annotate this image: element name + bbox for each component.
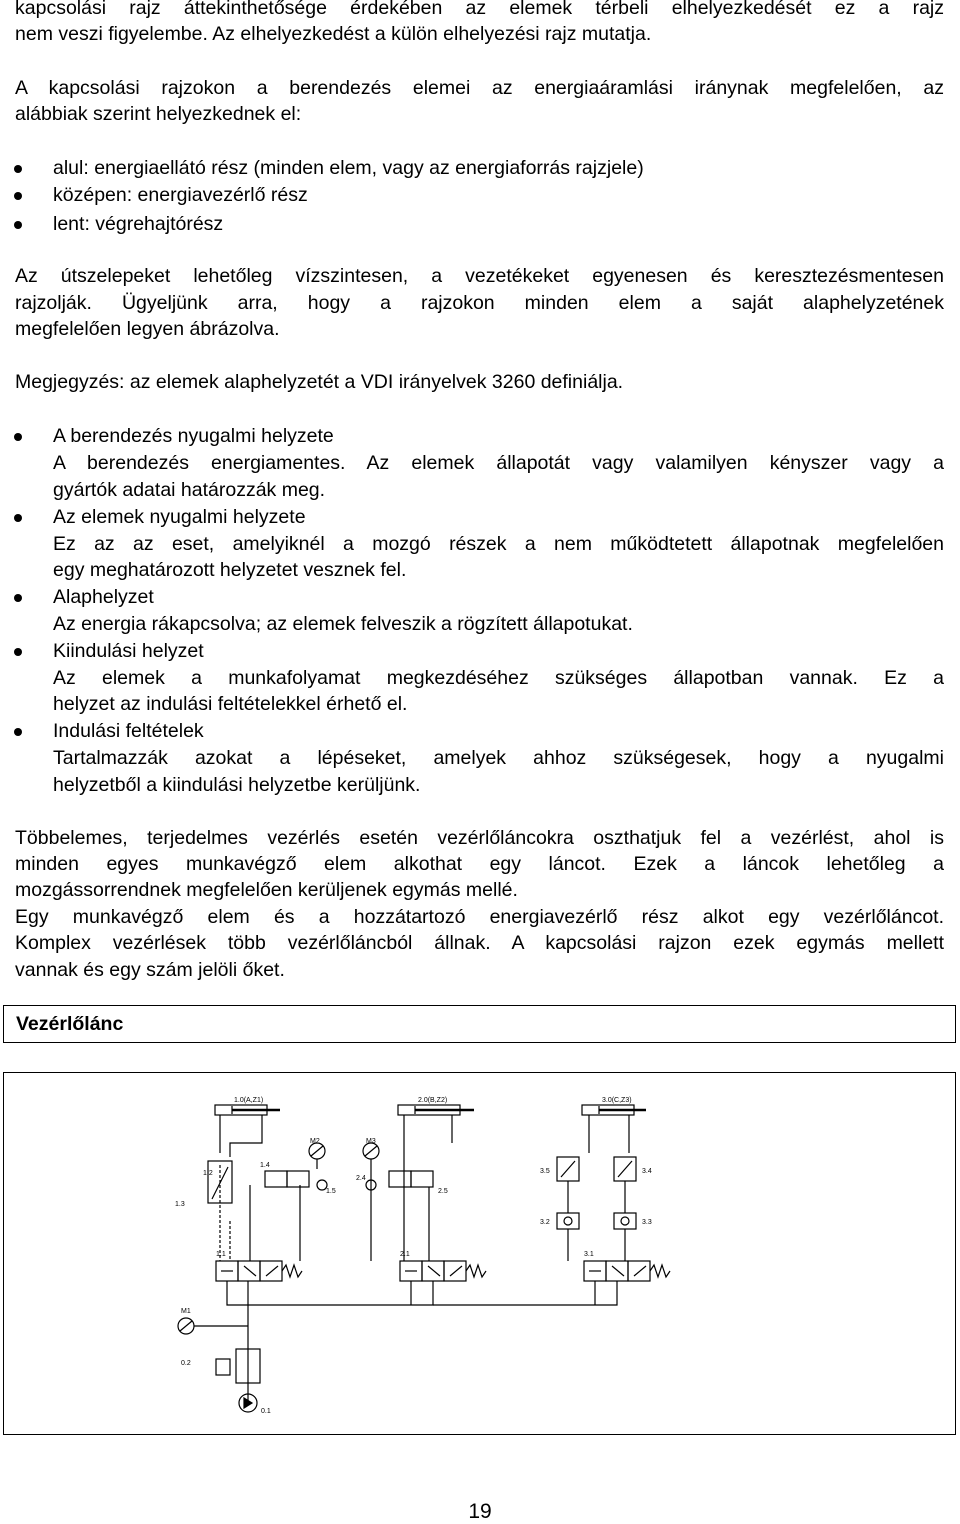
bullet-dot xyxy=(14,594,22,602)
para1-line2: nem veszi figyelembe. Az elhelyezkedést a külön elhelyezési rajz mutatja. xyxy=(15,23,652,45)
label-cylinder-3: 3.0(C,Z3) xyxy=(602,1097,632,1104)
label-2-5: 2.5 xyxy=(438,1188,448,1195)
label-1-5: 1.5 xyxy=(326,1188,336,1195)
label-m3: M3 xyxy=(366,1138,376,1145)
page-number: 19 xyxy=(468,1500,492,1523)
label-3-2: 3.2 xyxy=(540,1219,550,1226)
valve-2-4-b xyxy=(411,1171,433,1187)
bullet-dot xyxy=(14,221,22,229)
definition-text: helyzet az indulási feltételekkel érhető el. xyxy=(53,693,408,715)
section-header-box xyxy=(3,1005,956,1043)
label-3-4: 3.4 xyxy=(642,1168,652,1175)
para3-line2: rajzolják. Ügyeljünk arra, hogy a rajzokon minden elem a saját alaphelyzetének xyxy=(15,292,944,314)
circuit-diagram-frame xyxy=(3,1072,956,1435)
label-3-5: 3.5 xyxy=(540,1168,550,1175)
para4-line4: Egy munkavégző elem és a hozzátartozó energiavezérlő rész alkot egy vezérlőláncot. xyxy=(15,906,944,928)
list-item: középen: energiavezérlő rész xyxy=(53,184,308,206)
circuit-diagram xyxy=(4,1073,955,1434)
para3-line3: megfelelően legyen ábrázolva. xyxy=(15,318,280,340)
para4-line1: Többelemes, terjedelmes vezérlés esetén vezérlőláncokra oszthatjuk fel a vezérlést, ahol is xyxy=(15,827,944,849)
definition-term: Kiindulási helyzet xyxy=(53,640,204,662)
definition-text: Ez az az eset, amelyiknél a mozgó részek a nem működtetett állapotnak megfelelően xyxy=(53,533,944,555)
definition-term: Alaphelyzet xyxy=(53,586,154,608)
para3-line1: Az útszelepeket lehetőleg vízszintesen, a vezetékeket egyenesen és keresztezésmentesen xyxy=(15,265,944,287)
label-2-4: 2.4 xyxy=(356,1175,366,1182)
valve-3-2 xyxy=(557,1213,579,1229)
label-0-2: 0.2 xyxy=(181,1360,191,1367)
note: Megjegyzés: az elemek alaphelyzetét a VDI irányelvek 3260 definiálja. xyxy=(15,371,624,393)
para4-line2: minden egyes munkavégző elem alkothat egy láncot. Ezek a láncok lehetőleg a xyxy=(15,853,944,875)
para4-line3: mozgássorrendnek megfelelően kerüljenek egymás mellé. xyxy=(15,879,518,901)
label-2-1: 2.1 xyxy=(400,1251,410,1258)
label-3-3: 3.3 xyxy=(642,1219,652,1226)
para4-line6: vannak és egy szám jelöli őket. xyxy=(15,959,285,981)
label-1-4: 1.4 xyxy=(260,1162,270,1169)
definition-text: A berendezés energiamentes. Az elemek állapotát vagy valamilyen kényszer vagy a xyxy=(53,452,944,474)
label-cylinder-1: 1.0(A,Z1) xyxy=(234,1097,264,1104)
definition-term: Indulási feltételek xyxy=(53,720,204,742)
bullet-dot xyxy=(14,192,22,200)
list-item: lent: végrehajtórész xyxy=(53,213,224,235)
definition-text: Az elemek a munkafolyamat megkezdéséhez szükséges állapotban vannak. Ez a xyxy=(53,667,944,689)
label-m2: M2 xyxy=(310,1138,320,1145)
definition-term: A berendezés nyugalmi helyzete xyxy=(53,425,334,447)
list-item: alul: energiaellátó rész (minden elem, vagy az energiaforrás rajzjele) xyxy=(53,157,644,179)
valve-2-4-a xyxy=(389,1171,411,1187)
bullet-dot xyxy=(14,728,22,736)
label-1-3: 1.3 xyxy=(175,1201,185,1208)
definition-text: Az energia rákapcsolva; az elemek felveszik a rögzített állapotukat. xyxy=(53,613,633,635)
para4-line5: Komplex vezérlések több vezérlőláncból állnak. A kapcsolási rajzon ezek egymás mellett xyxy=(15,932,944,954)
valve-1-4-b xyxy=(287,1171,309,1187)
label-m1: M1 xyxy=(181,1308,191,1315)
definition-term: Az elemek nyugalmi helyzete xyxy=(53,506,306,528)
label-1-1: 1.1 xyxy=(216,1251,226,1258)
definition-text: egy meghatározott helyzetet vesznek fel. xyxy=(53,559,407,581)
bullet-dot xyxy=(14,514,22,522)
para2-line1: A kapcsolási rajzokon a berendezés elemei az energiaáramlási iránynak megfelelően, az xyxy=(15,77,944,99)
bullet-dot xyxy=(14,165,22,173)
valve-1-4-a xyxy=(265,1171,287,1187)
label-cylinder-2: 2.0(B,Z2) xyxy=(418,1097,448,1104)
bullet-dot xyxy=(14,648,22,656)
para1-line1: kapcsolási rajz áttekinthetősége érdekében az elemek térbeli elhelyezkedését ez a rajz xyxy=(15,0,944,19)
para2-line2: alábbiak szerint helyezkednek el: xyxy=(15,103,302,125)
label-3-1: 3.1 xyxy=(584,1251,594,1258)
bullet-dot xyxy=(14,433,22,441)
label-1-2: 1.2 xyxy=(203,1170,213,1177)
definition-text: helyzetből a kiindulási helyzetbe kerüljünk. xyxy=(53,774,421,796)
definition-text: Tartalmazzák azokat a lépéseket, amelyek ahhoz szükségesek, hogy a nyugalmi xyxy=(53,747,944,769)
label-0-1: 0.1 xyxy=(261,1408,271,1415)
section-title: Vezérlőlánc xyxy=(16,1013,124,1035)
valve-3-3 xyxy=(614,1213,636,1229)
definition-text: gyártók adatai határozzák meg. xyxy=(53,479,326,501)
